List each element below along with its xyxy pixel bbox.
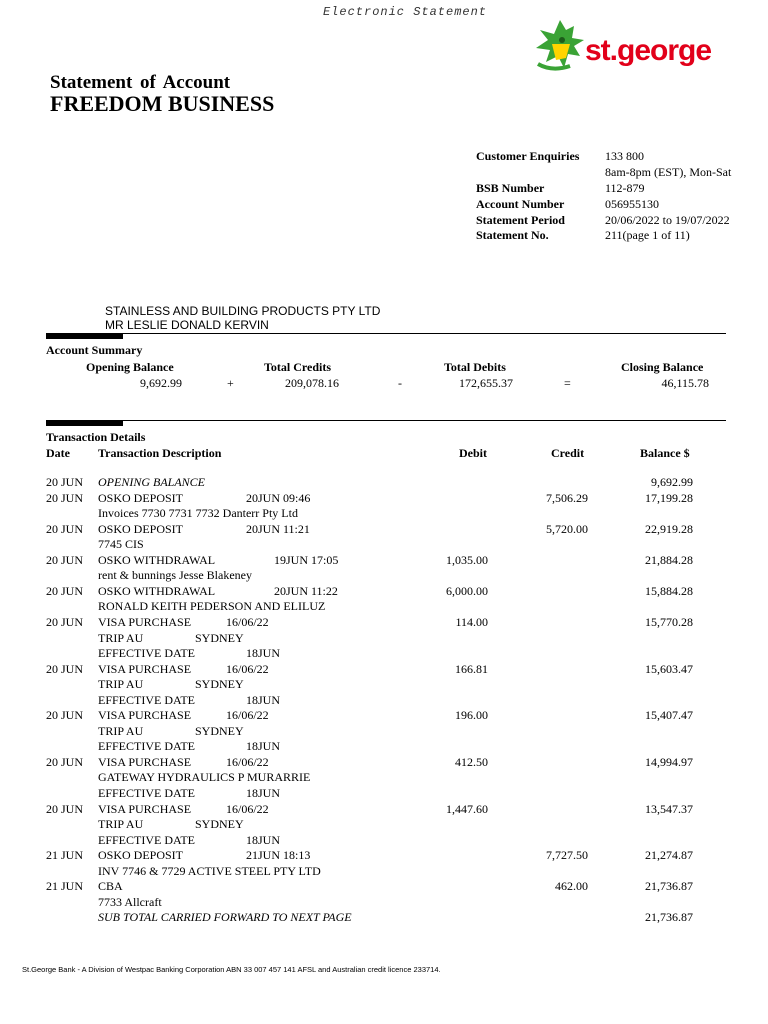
cell-description: Invoices 7730 7731 7732 Danterr Pty Ltd xyxy=(98,506,298,520)
cell-credit: 7,506.29 xyxy=(546,491,588,505)
cell-balance: 15,603.47 xyxy=(645,662,693,676)
col-header-description: Transaction Description xyxy=(98,446,222,460)
cell-reference: 20JUN 11:22 xyxy=(274,584,338,598)
cell-reference: 16/06/22 xyxy=(226,662,269,676)
document-title: Statement of Account xyxy=(50,72,231,93)
cell-debit: 1,035.00 xyxy=(446,553,488,567)
plus-operator: + xyxy=(227,376,234,390)
cell-reference: 18JUN xyxy=(246,786,281,800)
cell-balance: 22,919.28 xyxy=(645,522,693,536)
table-row xyxy=(0,599,768,615)
cell-description: TRIP AU xyxy=(98,677,144,691)
table-row xyxy=(0,833,768,849)
cell-date: 20 JUN xyxy=(46,522,84,536)
cell-debit: 412.50 xyxy=(455,755,488,769)
table-row xyxy=(0,568,768,584)
opening-balance-value: 9,692.99 xyxy=(140,376,182,390)
cell-debit: 1,447.60 xyxy=(446,802,488,816)
table-row xyxy=(0,475,768,491)
col-header-debit: Debit xyxy=(459,446,487,460)
cell-debit: 166.81 xyxy=(455,662,488,676)
info-value: 20/06/2022 to 19/07/2022 xyxy=(605,213,730,227)
table-row xyxy=(0,755,768,771)
info-value: 211(page 1 of 11) xyxy=(605,228,690,242)
table-row xyxy=(0,817,768,833)
dragon-icon xyxy=(530,14,590,84)
cell-reference: 20JUN 11:21 xyxy=(246,522,310,536)
divider xyxy=(46,420,726,421)
cell-description: VISA PURCHASE xyxy=(98,662,192,676)
divider xyxy=(46,333,726,334)
cell-description: SUB TOTAL CARRIED FORWARD TO NEXT PAGE xyxy=(98,910,352,924)
total-debits-value: 172,655.37 xyxy=(459,376,513,390)
cell-description: VISA PURCHASE xyxy=(98,615,192,629)
cell-description: TRIP AU xyxy=(98,631,144,645)
statement-caption: Electronic Statement xyxy=(322,5,488,19)
col-header-balance: Balance $ xyxy=(640,446,690,460)
cell-reference: 18JUN xyxy=(246,739,281,753)
cell-date: 20 JUN xyxy=(46,491,84,505)
cell-description: OSKO WITHDRAWAL xyxy=(98,553,216,567)
col-header-credit: Credit xyxy=(551,446,585,460)
cell-reference: SYDNEY xyxy=(195,817,244,831)
table-row xyxy=(0,584,768,600)
cell-description: VISA PURCHASE xyxy=(98,755,192,769)
cell-reference: 16/06/22 xyxy=(226,755,269,769)
cell-description: VISA PURCHASE xyxy=(98,802,192,816)
table-row xyxy=(0,662,768,678)
table-row xyxy=(0,522,768,538)
cell-description: EFFECTIVE DATE xyxy=(98,833,195,847)
info-label: Account Number xyxy=(476,197,565,211)
cell-description: EFFECTIVE DATE xyxy=(98,739,195,753)
table-row xyxy=(0,537,768,553)
cell-description: 7745 CIS xyxy=(98,537,144,551)
cell-date: 21 JUN xyxy=(46,879,84,893)
table-row xyxy=(0,631,768,647)
table-row xyxy=(0,895,768,911)
cell-description: VISA PURCHASE xyxy=(98,708,192,722)
cell-reference: 19JUN 17:05 xyxy=(274,553,339,567)
transactions-heading: Transaction Details xyxy=(46,430,146,444)
cell-debit: 196.00 xyxy=(455,708,488,722)
cell-reference: 18JUN xyxy=(246,646,281,660)
cell-description: EFFECTIVE DATE xyxy=(98,646,195,660)
cell-date: 20 JUN xyxy=(46,662,84,676)
cell-balance: 13,547.37 xyxy=(645,802,693,816)
table-row xyxy=(0,708,768,724)
brand-wordmark: st.george xyxy=(585,34,712,67)
cell-description: TRIP AU xyxy=(98,817,144,831)
info-value: 056955130 xyxy=(605,197,659,211)
table-row xyxy=(0,553,768,569)
total-debits-label: Total Debits xyxy=(444,360,506,374)
cell-description: CBA xyxy=(98,879,123,893)
cell-balance: 17,199.28 xyxy=(645,491,693,505)
cell-description: OSKO DEPOSIT xyxy=(98,491,184,505)
cell-credit: 462.00 xyxy=(555,879,588,893)
table-row xyxy=(0,848,768,864)
info-value: 112-879 xyxy=(605,181,645,195)
table-row xyxy=(0,724,768,740)
cell-reference: 18JUN xyxy=(246,833,281,847)
cell-balance: 14,994.97 xyxy=(645,755,693,769)
cell-reference: 20JUN 09:46 xyxy=(246,491,311,505)
cell-balance: 15,407.47 xyxy=(645,708,693,722)
cell-description: OSKO DEPOSIT xyxy=(98,848,184,862)
table-row xyxy=(0,786,768,802)
cell-description: EFFECTIVE DATE xyxy=(98,693,195,707)
cell-reference: 16/06/22 xyxy=(226,708,269,722)
cell-balance: 21,736.87 xyxy=(645,910,693,924)
cell-description: GATEWAY HYDRAULICS P MURARRIE xyxy=(98,770,311,784)
closing-balance-label: Closing Balance xyxy=(621,360,704,374)
cell-credit: 5,720.00 xyxy=(546,522,588,536)
cell-reference: 21JUN 18:13 xyxy=(246,848,311,862)
cell-balance: 9,692.99 xyxy=(651,475,693,489)
table-row xyxy=(0,491,768,507)
cell-reference: SYDNEY xyxy=(195,677,244,691)
cell-date: 20 JUN xyxy=(46,708,84,722)
opening-balance-label: Opening Balance xyxy=(86,360,174,374)
info-label: Statement Period xyxy=(476,213,565,227)
cell-balance: 21,736.87 xyxy=(645,879,693,893)
footer-legal: St.George Bank - A Division of Westpac Banking Corporation ABN 33 007 457 141 AFSL and Australian credit licence 233714. xyxy=(22,965,441,974)
cell-date: 20 JUN xyxy=(46,615,84,629)
cell-balance: 15,884.28 xyxy=(645,584,693,598)
cell-reference: SYDNEY xyxy=(195,631,244,645)
customer-name: STAINLESS AND BUILDING PRODUCTS PTY LTD xyxy=(105,304,381,318)
cell-date: 21 JUN xyxy=(46,848,84,862)
cell-description: OPENING BALANCE xyxy=(98,475,205,489)
cell-reference: 16/06/22 xyxy=(226,615,269,629)
cell-balance: 15,770.28 xyxy=(645,615,693,629)
cell-date: 20 JUN xyxy=(46,584,84,598)
total-credits-value: 209,078.16 xyxy=(285,376,339,390)
table-row xyxy=(0,770,768,786)
cell-description: rent & bunnings Jesse Blakeney xyxy=(98,568,252,582)
table-row xyxy=(0,506,768,522)
table-row xyxy=(0,693,768,709)
table-row xyxy=(0,615,768,631)
equals-operator: = xyxy=(564,376,571,390)
cell-description: OSKO WITHDRAWAL xyxy=(98,584,216,598)
minus-operator: - xyxy=(398,376,402,390)
table-row xyxy=(0,739,768,755)
cell-reference: 18JUN xyxy=(246,693,281,707)
account-type-title: FREEDOM BUSINESS xyxy=(50,91,275,116)
cell-description: 7733 Allcraft xyxy=(98,895,162,909)
cell-date: 20 JUN xyxy=(46,802,84,816)
cell-date: 20 JUN xyxy=(46,475,84,489)
cell-description: OSKO DEPOSIT xyxy=(98,522,184,536)
info-value: 133 800 xyxy=(605,149,644,163)
cell-balance: 21,274.87 xyxy=(645,848,693,862)
table-row xyxy=(0,879,768,895)
info-label: Statement No. xyxy=(476,228,549,242)
closing-balance-value: 46,115.78 xyxy=(661,376,709,390)
table-row xyxy=(0,802,768,818)
total-credits-label: Total Credits xyxy=(264,360,332,374)
cell-credit: 7,727.50 xyxy=(546,848,588,862)
table-row xyxy=(0,864,768,880)
cell-debit: 6,000.00 xyxy=(446,584,488,598)
col-header-date: Date xyxy=(46,446,70,460)
info-label: BSB Number xyxy=(476,181,545,195)
info-value: 8am-8pm (EST), Mon-Sat xyxy=(605,165,732,179)
cell-description: TRIP AU xyxy=(98,724,144,738)
cell-debit: 114.00 xyxy=(455,615,488,629)
cell-reference: 16/06/22 xyxy=(226,802,269,816)
cell-reference: SYDNEY xyxy=(195,724,244,738)
info-label: Customer Enquiries xyxy=(476,149,580,163)
table-row xyxy=(0,677,768,693)
cell-description: EFFECTIVE DATE xyxy=(98,786,195,800)
cell-description: INV 7746 & 7729 ACTIVE STEEL PTY LTD xyxy=(98,864,321,878)
cell-date: 20 JUN xyxy=(46,755,84,769)
summary-heading: Account Summary xyxy=(46,343,143,357)
customer-contact: MR LESLIE DONALD KERVIN xyxy=(105,318,269,332)
cell-description: RONALD KEITH PEDERSON AND ELILUZ xyxy=(98,599,326,613)
table-row xyxy=(0,646,768,662)
cell-date: 20 JUN xyxy=(46,553,84,567)
cell-balance: 21,884.28 xyxy=(645,553,693,567)
st-george-logo xyxy=(530,14,745,84)
table-row xyxy=(0,910,768,926)
